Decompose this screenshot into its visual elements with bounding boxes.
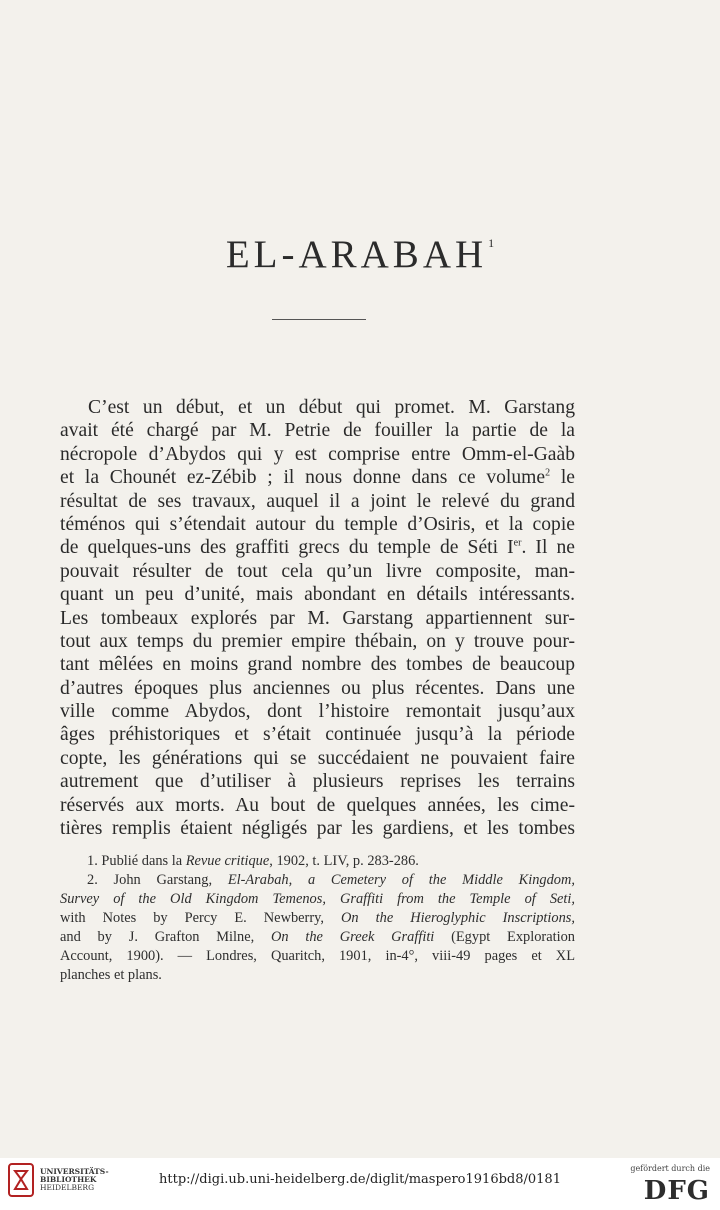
footnote-2-line	[60, 909, 575, 928]
footnote-italic: On the Greek Graffiti	[271, 929, 435, 945]
footnote-italic: El-Arabah, a Cemetery of the Middle Kingdom,	[227, 872, 575, 888]
body-text	[60, 396, 575, 840]
footnote-text: and by J. Grafton Milne,	[60, 929, 271, 945]
library-name-line: HEIDELBERG	[40, 1183, 95, 1192]
funding-note: gefördert durch die	[630, 1164, 710, 1173]
body-line-text: et la Chounét ez-Zébib ; il nous donne dans ce volume	[60, 467, 546, 489]
library-name-line: UNIVERSITÄTS-	[40, 1167, 109, 1176]
body-line: résultat de ses travaux, auquel il a joint le relevé du grand	[60, 490, 575, 512]
body-line: avait été chargé par M. Petrie de fouiller la partie de la	[60, 420, 575, 442]
body-line: nécropole d’Abydos qui y est comprise entre Omm-el-Gaàb	[60, 443, 575, 465]
footnote-italic: Revue critique	[185, 853, 270, 869]
footnote-italic: On the Hieroglyphic Inscriptions,	[341, 910, 575, 926]
body-line: réservés aux morts. Au bout de quelques années, les cime-	[60, 794, 575, 816]
body-line-text: le	[550, 467, 575, 489]
page-title	[0, 232, 720, 277]
library-name-line: BIBLIOTHEK	[40, 1175, 97, 1184]
footnote-2-line	[60, 890, 575, 909]
title-rule	[272, 319, 366, 320]
body-line	[60, 536, 575, 559]
superscript-er: er	[513, 537, 522, 549]
footnote-text: 1. Publié dans la	[87, 853, 186, 869]
footnote-1	[60, 852, 575, 871]
permalink-url[interactable]: http://digi.ub.uni-heidelberg.de/diglit/maspero1916bd8/0181	[159, 1172, 561, 1187]
dfg-logo: DFG	[643, 1176, 710, 1206]
body-line: C’est un début, et un début qui promet. M. Garstang	[88, 397, 575, 418]
body-line: tières remplis étaient négligés par les gardiens, et les tombes	[60, 818, 575, 840]
title-footnote-marker: 1	[488, 236, 495, 250]
footnote-text: with Notes by Percy E. Newberry,	[60, 910, 342, 926]
footnote-text: 2. John Garstang,	[87, 872, 228, 888]
footnote-2-line	[60, 928, 575, 947]
footnote-2-line: Account, 1900). — Londres, Quaritch, 1901, in-4°, viii-49 pages et XL	[60, 948, 575, 964]
body-line: quant un peu d’unité, mais abondant en détails intéressants.	[60, 584, 575, 606]
body-line: copte, les générations qui se succédaient ne pouvaient faire	[60, 747, 575, 769]
body-line	[60, 466, 575, 489]
title-text: EL-ARABAH	[225, 233, 488, 276]
body-line: Les tombeaux explorés par M. Garstang appartiennent sur-	[60, 607, 575, 629]
footnote-2-line: planches et plans.	[60, 967, 162, 983]
footnote-text: (Egypt Exploration	[434, 929, 575, 945]
body-line-text: . Il ne	[521, 537, 575, 559]
footnote-marker: 2	[545, 467, 551, 479]
footnote-text: , 1902, t. LIV, p. 283-286.	[269, 853, 419, 869]
body-line: âges préhistoriques et s’était continuée jusqu’à la période	[60, 724, 575, 746]
body-line: autrement que d’utiliser à plusieurs reprises les terrains	[60, 771, 575, 793]
body-line: tout aux temps du premier empire thébain, on y trouve pour-	[60, 630, 575, 652]
footnotes	[60, 852, 575, 985]
body-line: tant mêlées en moins grand nombre des tombes de beaucoup	[60, 654, 575, 676]
body-line-text: de quelques-uns des graffiti grecs du temple de Séti I	[60, 537, 514, 559]
body-line: pouvait résulter de tout cela qu’un livre composite, man-	[60, 560, 575, 582]
body-line: d’autres époques plus anciennes ou plus récentes. Dans une	[60, 677, 575, 699]
body-line: ville comme Abydos, dont l’histoire remontait jusqu’aux	[60, 701, 575, 723]
footnote-italic: Survey of the Old Kingdom Temenos, Graffiti from the Temple of Seti,	[60, 891, 575, 907]
body-line: téménos qui s’étendait autour du temple d’Osiris, et la copie	[60, 513, 575, 535]
footnote-2-line	[60, 871, 575, 890]
